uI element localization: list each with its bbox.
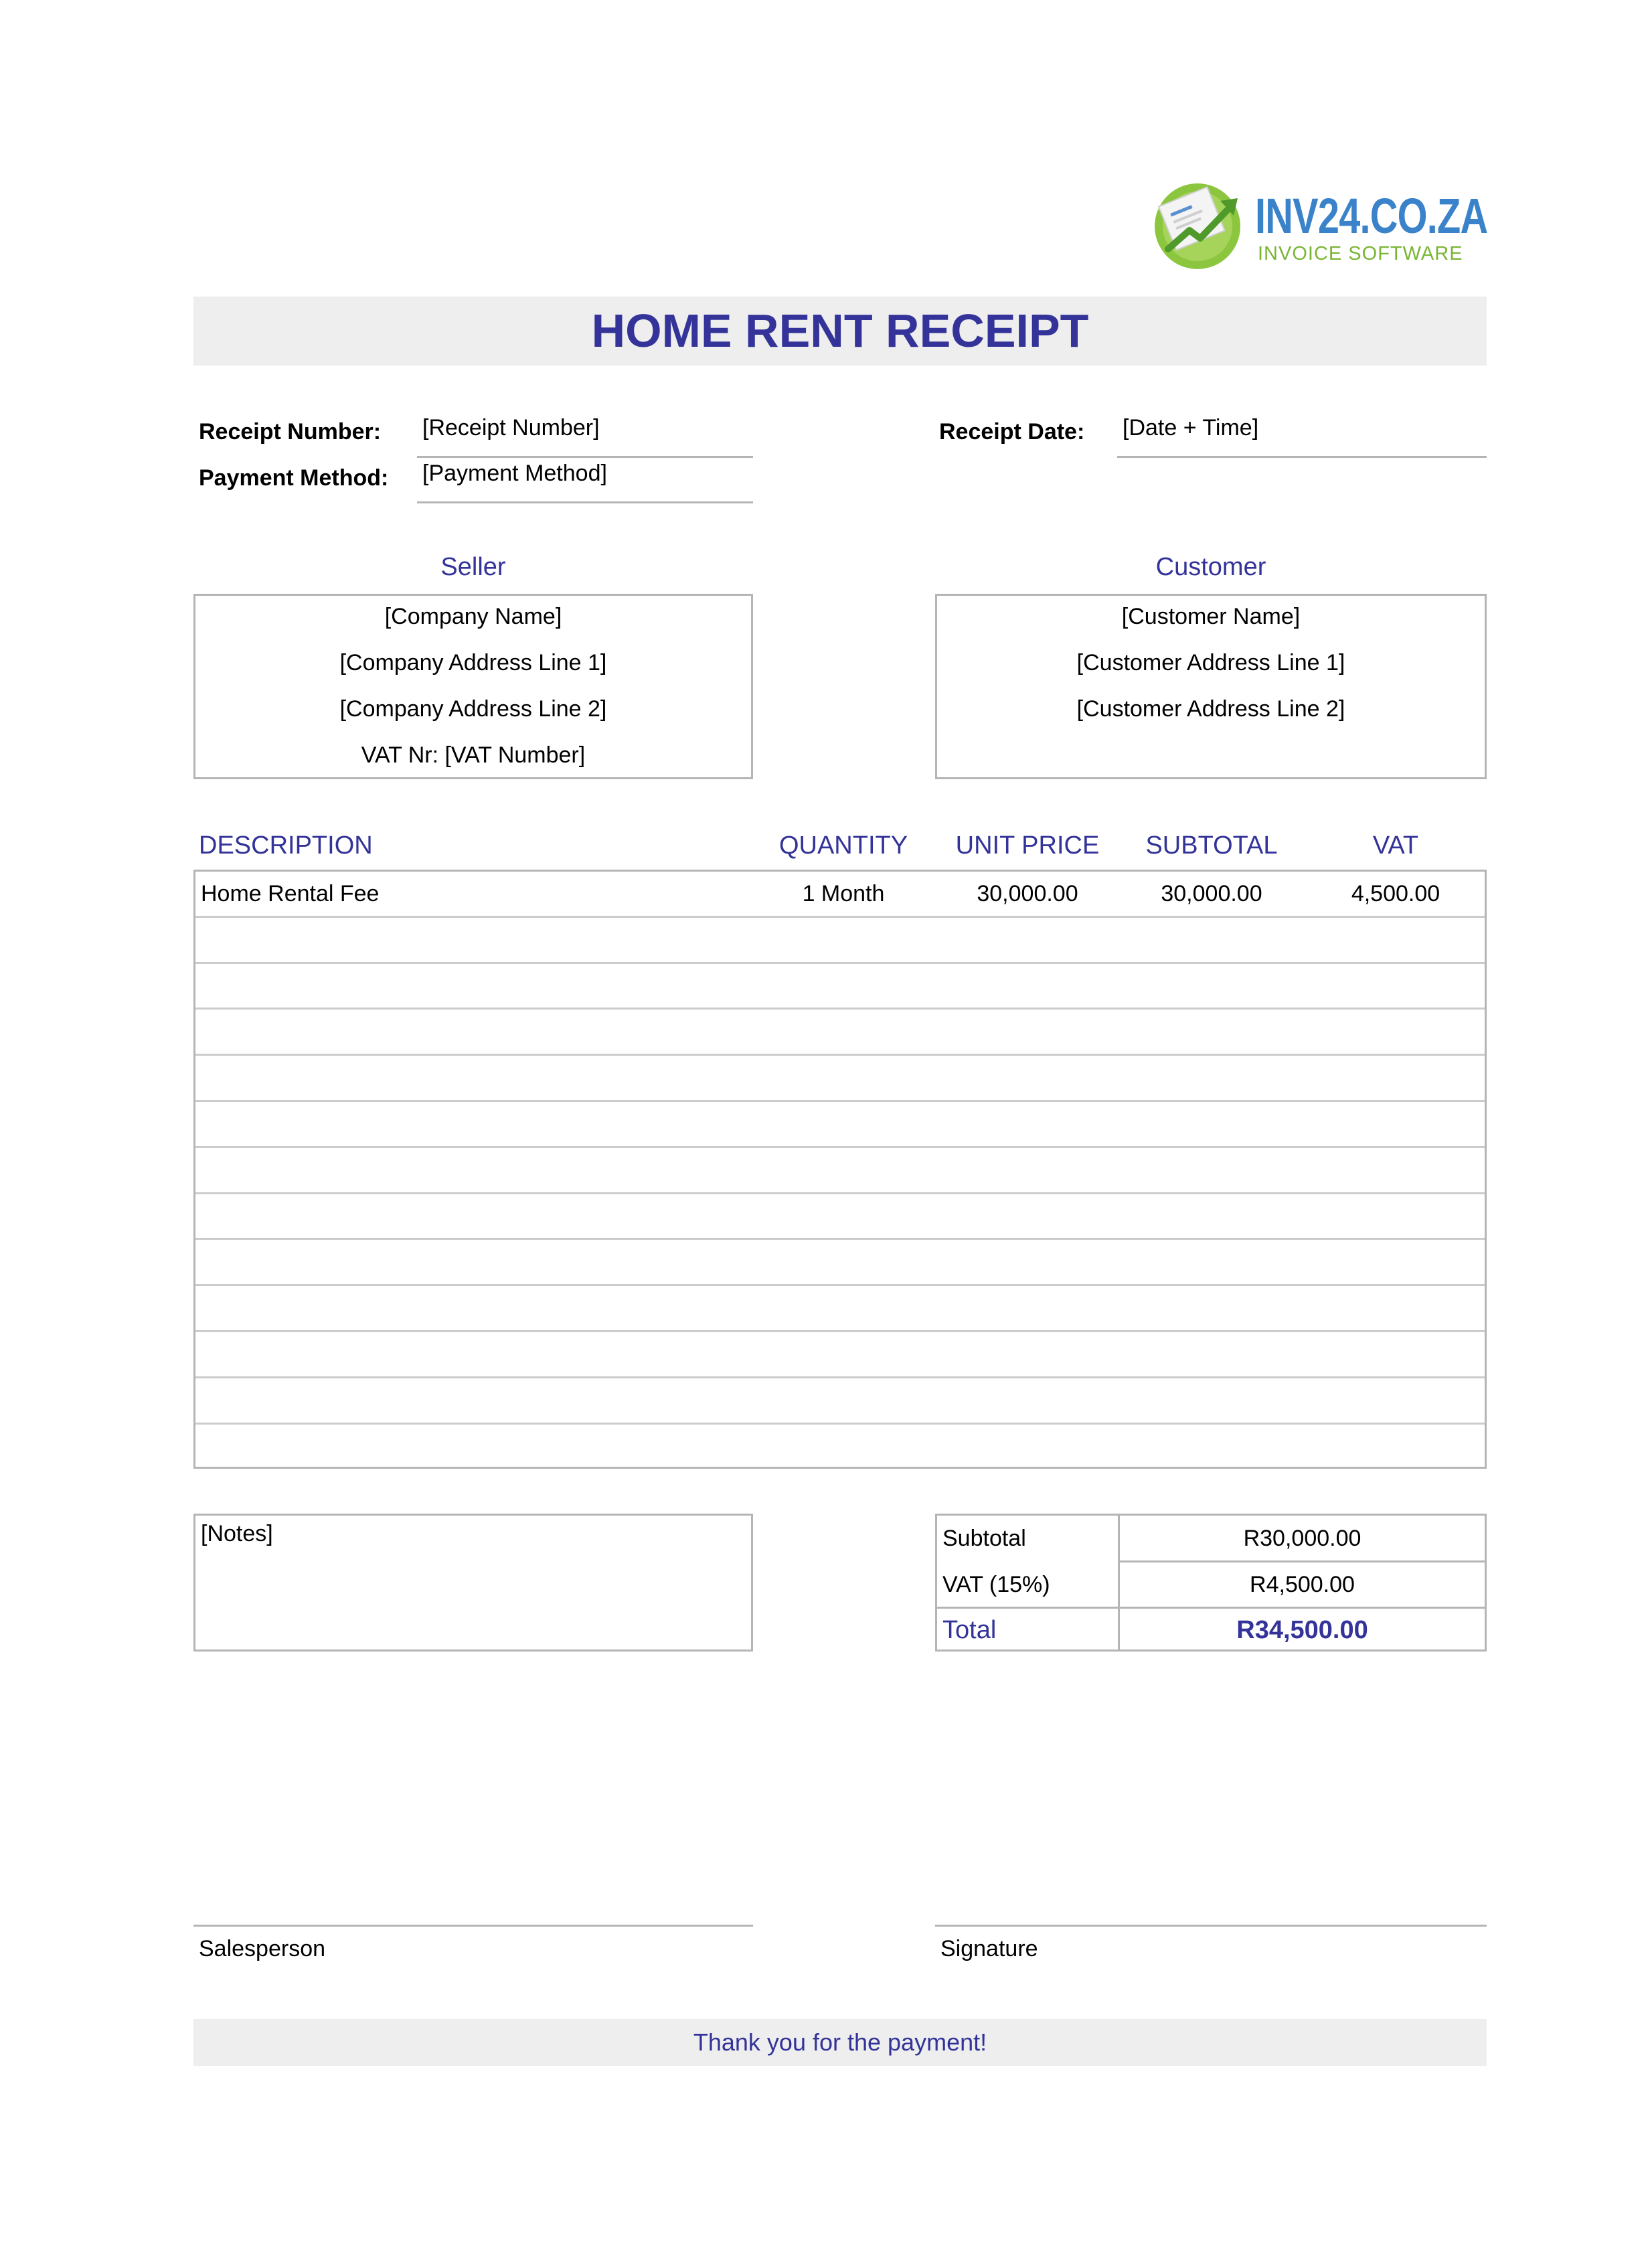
table-row[interactable] (195, 1332, 1485, 1378)
item-subtotal: 30,000.00 (1161, 881, 1262, 906)
subtotal-label: Subtotal (942, 1526, 1026, 1551)
column-header-subtotal: SUBTOTAL (1145, 831, 1278, 860)
item-vat: 4,500.00 (1351, 881, 1440, 906)
items-table (193, 870, 1487, 1469)
seller-heading: Seller (440, 553, 506, 581)
table-row[interactable] (195, 1148, 1485, 1194)
subtotal-value: R30,000.00 (1243, 1526, 1361, 1551)
totals-row-subtotal (937, 1516, 1485, 1562)
customer-address-line-1: [Customer Address Line 1] (1076, 650, 1345, 675)
column-header-quantity: QUANTITY (778, 831, 908, 860)
thank-you-message: Thank you for the payment! (693, 2028, 987, 2056)
seller-address-line-2: [Company Address Line 2] (339, 696, 607, 722)
table-row[interactable] (195, 1056, 1485, 1102)
table-row[interactable] (195, 1378, 1485, 1425)
table-row[interactable] (195, 964, 1485, 1010)
table-row[interactable] (195, 918, 1485, 964)
totals-row-total (937, 1607, 1485, 1654)
column-header-unit-price: UNIT PRICE (955, 831, 1100, 860)
customer-name: [Customer Name] (1121, 604, 1301, 629)
table-row[interactable] (195, 1102, 1485, 1148)
payment-method-field[interactable]: [Payment Method] (417, 461, 753, 503)
seller-company-name: [Company Name] (384, 604, 562, 629)
totals-row-vat (937, 1562, 1485, 1608)
item-quantity: 1 Month (802, 881, 885, 906)
table-row[interactable] (195, 1425, 1485, 1471)
salesperson-label: Salesperson (199, 1936, 326, 1961)
column-header-vat: VAT (1372, 831, 1419, 860)
total-value: R34,500.00 (1236, 1616, 1368, 1645)
customer-heading: Customer (1155, 553, 1266, 581)
receipt-date-label: Receipt Date: (939, 419, 1085, 445)
table-row[interactable] (195, 1240, 1485, 1286)
table-row[interactable] (195, 1194, 1485, 1240)
table-row[interactable] (195, 1286, 1485, 1332)
vat-value: R4,500.00 (1250, 1571, 1355, 1597)
customer-box (935, 594, 1487, 779)
receipt-date-field[interactable]: [Date + Time] (1117, 415, 1487, 458)
page-title: HOME RENT RECEIPT (591, 305, 1089, 357)
logo-wordmark: INV24.CO.ZA (1255, 188, 1488, 244)
salesperson-line (193, 1925, 753, 1927)
logo-tagline: INVOICE SOFTWARE (1258, 243, 1463, 264)
seller-vat-number: VAT Nr: [VAT Number] (361, 742, 586, 768)
column-header-description: DESCRIPTION (199, 831, 373, 860)
totals-table (935, 1514, 1487, 1652)
logo-icon (1148, 174, 1248, 274)
seller-box (193, 594, 753, 779)
signature-label: Signature (940, 1936, 1038, 1961)
notes-box[interactable] (193, 1514, 753, 1652)
signature-line (935, 1925, 1487, 1927)
payment-method-label: Payment Method: (199, 465, 389, 491)
total-label: Total (942, 1616, 997, 1645)
receipt-number-field[interactable]: [Receipt Number] (417, 415, 753, 458)
footer-band (193, 2019, 1487, 2066)
receipt-number-label: Receipt Number: (199, 419, 382, 445)
vat-label: VAT (15%) (942, 1571, 1050, 1597)
item-description: Home Rental Fee (201, 881, 380, 906)
item-unit-price: 30,000.00 (977, 881, 1078, 906)
table-row[interactable] (195, 1010, 1485, 1056)
seller-address-line-1: [Company Address Line 1] (339, 650, 607, 675)
table-row[interactable] (195, 872, 1485, 918)
company-logo (1148, 174, 1488, 274)
customer-address-line-2: [Customer Address Line 2] (1076, 696, 1345, 722)
notes-text: [Notes] (201, 1521, 273, 1546)
title-band (193, 297, 1487, 366)
